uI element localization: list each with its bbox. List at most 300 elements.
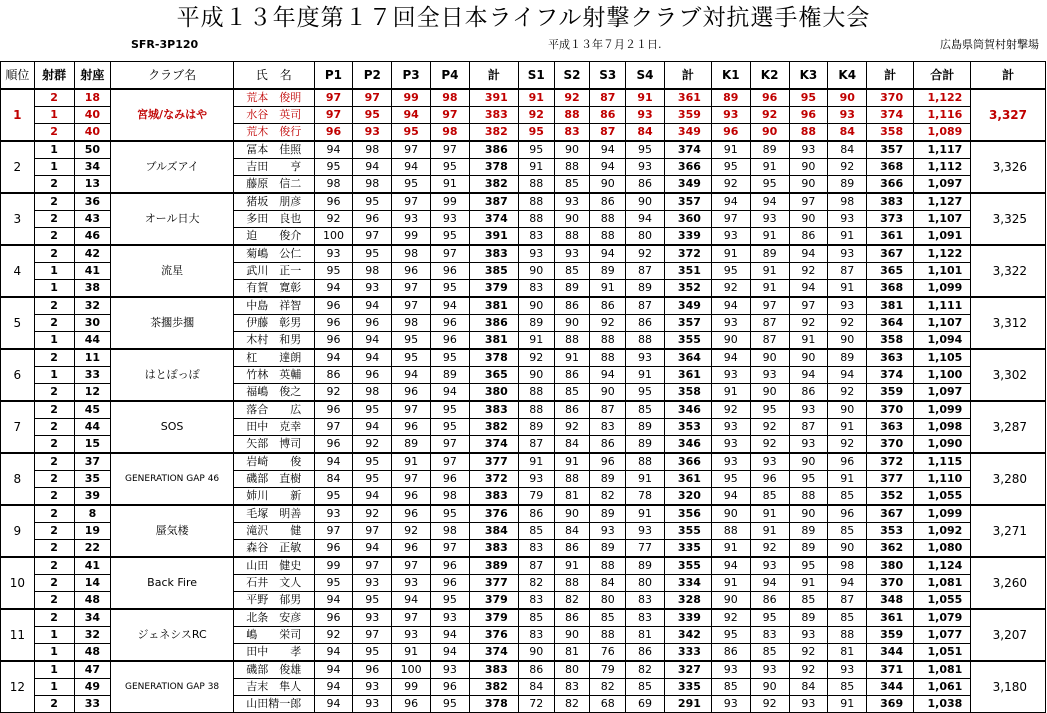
prone-score: 93 [353,124,392,142]
kneeling-score: 93 [711,661,750,679]
standing-score: 82 [554,592,590,610]
standing-score: 87 [626,297,665,315]
standing-total: 327 [664,661,711,679]
kneeling-score: 92 [711,176,750,194]
standing-score: 91 [626,505,665,523]
shooter-name: 迫 俊介 [233,228,314,246]
kneeling-score: 86 [711,644,750,662]
standing-score: 91 [626,367,665,384]
individual-total: 1,099 [914,401,971,419]
prone-score: 95 [353,644,392,662]
standing-score: 84 [626,124,665,142]
kneeling-score: 93 [828,661,867,679]
standing-score: 94 [590,159,626,176]
shooting-group: 2 [34,471,74,488]
shooter-name: 田中 克幸 [233,419,314,436]
prone-score: 96 [431,263,470,280]
kneeling-score: 89 [789,609,828,627]
standing-score: 89 [590,505,626,523]
firing-point: 33 [74,367,111,384]
kneeling-score: 92 [750,696,789,713]
kneeling-score: 97 [789,297,828,315]
standing-score: 83 [518,592,554,610]
shooting-group: 1 [34,661,74,679]
prone-score: 94 [392,107,431,124]
kneeling-score: 90 [750,679,789,696]
standing-score: 82 [590,679,626,696]
firing-point: 48 [74,644,111,662]
prone-score: 93 [353,280,392,298]
prone-score: 94 [392,367,431,384]
standing-score: 88 [554,575,590,592]
individual-total: 1,115 [914,453,971,471]
individual-total: 1,097 [914,176,971,194]
firing-point: 32 [74,627,111,644]
standing-score: 88 [518,176,554,194]
kneeling-score: 88 [789,124,828,142]
standing-score: 76 [590,644,626,662]
prone-score: 94 [353,297,392,315]
prone-score: 99 [392,679,431,696]
kneeling-score: 93 [789,436,828,454]
prone-score: 91 [392,644,431,662]
kneeling-score: 98 [828,557,867,575]
prone-score: 94 [431,384,470,402]
column-header: K1 [711,62,750,90]
individual-total: 1,079 [914,609,971,627]
prone-score: 97 [431,245,470,263]
standing-score: 95 [626,141,665,159]
standing-score: 81 [554,488,590,506]
column-header: 計 [971,62,1046,90]
standing-score: 93 [554,193,590,211]
kneeling-score: 83 [750,627,789,644]
column-header: 計 [867,62,914,90]
standing-score: 93 [626,523,665,540]
prone-score: 95 [353,245,392,263]
kneeling-score: 81 [828,644,867,662]
prone-score: 95 [431,280,470,298]
prone-score: 98 [431,488,470,506]
standing-score: 95 [518,141,554,159]
standing-score: 84 [518,679,554,696]
shooter-name: 猪坂 朋彦 [233,193,314,211]
prone-score: 97 [392,193,431,211]
kneeling-total: 344 [867,644,914,662]
kneeling-score: 88 [789,488,828,506]
prone-score: 94 [314,679,353,696]
kneeling-total: 363 [867,349,914,367]
individual-total: 1,081 [914,661,971,679]
prone-score: 97 [353,228,392,246]
prone-score: 96 [392,540,431,558]
prone-score: 95 [353,471,392,488]
prone-total: 382 [469,176,518,194]
shooting-group: 2 [34,557,74,575]
standing-score: 87 [626,263,665,280]
prone-total: 383 [469,488,518,506]
kneeling-score: 90 [828,89,867,107]
kneeling-score: 93 [828,297,867,315]
standing-score: 95 [626,384,665,402]
standing-score: 93 [554,245,590,263]
kneeling-score: 93 [789,401,828,419]
column-header: K2 [750,62,789,90]
team-rank: 3 [1,193,35,245]
standing-score: 83 [518,627,554,644]
standing-score: 92 [518,349,554,367]
standing-score: 88 [518,211,554,228]
standing-score: 79 [518,488,554,506]
kneeling-score: 90 [789,505,828,523]
shooter-name: 滝沢 健 [233,523,314,540]
shooter-name: 石井 文人 [233,575,314,592]
prone-score: 97 [314,107,353,124]
kneeling-score: 88 [711,523,750,540]
standing-score: 78 [626,488,665,506]
prone-score: 98 [353,384,392,402]
standing-total: 291 [664,696,711,713]
prone-total: 374 [469,436,518,454]
prone-score: 98 [431,523,470,540]
club-name: 宮城/なみはや [111,89,234,141]
kneeling-score: 97 [711,211,750,228]
standing-score: 92 [626,245,665,263]
kneeling-score: 93 [828,107,867,124]
kneeling-score: 97 [750,297,789,315]
firing-point: 22 [74,540,111,558]
prone-score: 99 [314,557,353,575]
standing-score: 69 [626,696,665,713]
shooting-group: 2 [34,419,74,436]
standing-score: 91 [554,349,590,367]
shooter-name: 吉末 隼人 [233,679,314,696]
shooting-group: 1 [34,644,74,662]
shooter-name: 多田 良也 [233,211,314,228]
prone-score: 96 [431,315,470,332]
kneeling-total: 370 [867,89,914,107]
standing-score: 86 [590,297,626,315]
club-name: GENERATION GAP 38 [111,661,234,713]
standing-score: 89 [626,419,665,436]
club-name: はとぽっぽ [111,349,234,401]
club-name: 蜃気楼 [111,505,234,557]
kneeling-score: 95 [750,401,789,419]
shooting-group: 2 [34,401,74,419]
shooting-group: 2 [34,505,74,523]
standing-score: 91 [626,89,665,107]
shooting-group: 1 [34,107,74,124]
prone-score: 94 [353,540,392,558]
team-rank: 1 [1,89,35,141]
prone-total: 378 [469,159,518,176]
firing-point: 8 [74,505,111,523]
standing-total: 352 [664,280,711,298]
kneeling-score: 93 [711,367,750,384]
kneeling-score: 91 [828,228,867,246]
shooting-group: 2 [34,384,74,402]
standing-score: 88 [518,384,554,402]
prone-score: 97 [314,89,353,107]
standing-score: 85 [554,263,590,280]
prone-score: 95 [431,505,470,523]
shooter-name: 有賀 寛彰 [233,280,314,298]
prone-score: 99 [392,228,431,246]
prone-score: 98 [353,176,392,194]
kneeling-score: 89 [828,176,867,194]
prone-total: 381 [469,297,518,315]
standing-score: 86 [554,609,590,627]
standing-score: 83 [626,592,665,610]
prone-total: 386 [469,141,518,159]
prone-score: 95 [314,159,353,176]
kneeling-score: 93 [789,627,828,644]
individual-total: 1,055 [914,488,971,506]
prone-total: 379 [469,280,518,298]
team-total: 3,280 [971,453,1046,505]
kneeling-total: 361 [867,228,914,246]
shooting-group: 2 [34,193,74,211]
standing-score: 91 [518,159,554,176]
table-row [1,557,1046,575]
column-header: 氏 名 [233,62,314,90]
standing-score: 85 [590,609,626,627]
column-header: K3 [789,62,828,90]
kneeling-score: 87 [750,315,789,332]
standing-total: 346 [664,401,711,419]
prone-score: 98 [392,245,431,263]
table-row [1,349,1046,367]
prone-score: 93 [353,679,392,696]
club-name: SOS [111,401,234,453]
kneeling-score: 85 [789,592,828,610]
prone-total: 385 [469,263,518,280]
standing-total: 356 [664,505,711,523]
kneeling-score: 97 [789,193,828,211]
kneeling-score: 85 [711,679,750,696]
kneeling-score: 95 [711,627,750,644]
team-rank: 4 [1,245,35,297]
standing-score: 92 [554,419,590,436]
shooter-name: 水谷 英司 [233,107,314,124]
prone-total: 391 [469,89,518,107]
results-body [1,89,1046,713]
kneeling-score: 94 [789,280,828,298]
prone-score: 95 [314,488,353,506]
standing-score: 82 [590,488,626,506]
shooting-group: 2 [34,228,74,246]
prone-score: 97 [353,89,392,107]
kneeling-score: 88 [828,627,867,644]
standing-score: 81 [554,644,590,662]
standing-score: 91 [518,89,554,107]
prone-score: 96 [392,505,431,523]
kneeling-score: 95 [711,263,750,280]
firing-point: 42 [74,245,111,263]
firing-point: 40 [74,107,111,124]
shooting-group: 1 [34,367,74,384]
standing-score: 88 [590,627,626,644]
individual-total: 1,080 [914,540,971,558]
shooter-name: 荒本 俊明 [233,89,314,107]
column-header: S3 [590,62,626,90]
standing-score: 80 [626,228,665,246]
shooter-name: 北条 安彦 [233,609,314,627]
prone-score: 95 [392,349,431,367]
shooting-group: 2 [34,349,74,367]
standing-score: 86 [554,297,590,315]
kneeling-total: 359 [867,627,914,644]
prone-score: 99 [431,193,470,211]
standing-score: 86 [590,193,626,211]
kneeling-total: 372 [867,453,914,471]
kneeling-total: 352 [867,488,914,506]
standing-score: 90 [554,627,590,644]
standing-total: 355 [664,523,711,540]
prone-score: 93 [353,575,392,592]
firing-point: 38 [74,280,111,298]
standing-score: 86 [518,505,554,523]
prone-score: 97 [431,436,470,454]
column-header: P2 [353,62,392,90]
prone-total: 378 [469,696,518,713]
standing-total: 342 [664,627,711,644]
shooting-group: 1 [34,280,74,298]
team-total: 3,207 [971,609,1046,661]
individual-total: 1,038 [914,696,971,713]
prone-score: 97 [392,280,431,298]
column-header: 順位 [1,62,35,90]
standing-score: 88 [590,349,626,367]
prone-total: 380 [469,384,518,402]
standing-score: 87 [518,557,554,575]
shooter-name: 山田 健史 [233,557,314,575]
standing-score: 89 [518,419,554,436]
kneeling-score: 92 [750,419,789,436]
standing-score: 93 [626,159,665,176]
individual-total: 1,099 [914,280,971,298]
shooter-name: 武川 正一 [233,263,314,280]
prone-score: 95 [353,453,392,471]
club-name: ジェネシスRC [111,609,234,661]
kneeling-total: 374 [867,107,914,124]
standing-score: 92 [518,107,554,124]
kneeling-score: 96 [828,505,867,523]
prone-total: 382 [469,679,518,696]
kneeling-score: 85 [828,523,867,540]
kneeling-score: 85 [828,679,867,696]
prone-score: 96 [353,661,392,679]
club-name: GENERATION GAP 46 [111,453,234,505]
kneeling-total: 373 [867,211,914,228]
table-row [1,89,1046,107]
standing-score: 94 [590,141,626,159]
table-row [1,401,1046,419]
kneeling-total: 377 [867,471,914,488]
kneeling-score: 94 [711,557,750,575]
prone-score: 97 [431,141,470,159]
kneeling-score: 91 [750,505,789,523]
prone-score: 94 [431,627,470,644]
standing-score: 88 [554,228,590,246]
standing-score: 83 [590,419,626,436]
shooting-group: 2 [34,211,74,228]
firing-point: 39 [74,488,111,506]
prone-score: 95 [431,228,470,246]
prone-score: 96 [431,332,470,350]
prone-score: 94 [314,661,353,679]
prone-score: 97 [431,453,470,471]
standing-score: 90 [554,141,590,159]
kneeling-total: 353 [867,523,914,540]
prone-score: 96 [431,679,470,696]
kneeling-score: 94 [711,488,750,506]
kneeling-score: 92 [828,315,867,332]
kneeling-score: 87 [750,332,789,350]
prone-score: 96 [314,436,353,454]
standing-score: 83 [518,540,554,558]
kneeling-score: 91 [828,696,867,713]
prone-total: 379 [469,609,518,627]
prone-score: 95 [431,419,470,436]
shooter-name: 毛塚 明善 [233,505,314,523]
standing-score: 86 [626,315,665,332]
club-name: オール日大 [111,193,234,245]
prone-score: 96 [392,384,431,402]
shooter-name: 田中 孝 [233,644,314,662]
standing-total: 372 [664,245,711,263]
standing-score: 84 [590,575,626,592]
standing-score: 94 [590,367,626,384]
firing-point: 19 [74,523,111,540]
individual-total: 1,081 [914,575,971,592]
kneeling-total: 374 [867,367,914,384]
standing-total: 357 [664,193,711,211]
prone-score: 96 [314,124,353,142]
prone-score: 91 [392,453,431,471]
kneeling-score: 91 [750,523,789,540]
kneeling-total: 363 [867,419,914,436]
kneeling-score: 87 [828,263,867,280]
standing-score: 90 [518,644,554,662]
standing-total: 361 [664,367,711,384]
column-header: S2 [554,62,590,90]
prone-score: 94 [314,280,353,298]
column-header: 射群 [34,62,74,90]
kneeling-total: 369 [867,696,914,713]
prone-score: 93 [431,661,470,679]
standing-score: 87 [590,89,626,107]
standing-total: 346 [664,436,711,454]
shooting-group: 2 [34,575,74,592]
standing-score: 77 [626,540,665,558]
kneeling-score: 85 [828,609,867,627]
standing-total: 333 [664,644,711,662]
standing-score: 89 [626,557,665,575]
prone-score: 96 [431,575,470,592]
prone-score: 91 [431,176,470,194]
prone-score: 94 [392,159,431,176]
prone-score: 97 [392,471,431,488]
kneeling-score: 92 [828,159,867,176]
prone-score: 96 [392,419,431,436]
prone-score: 97 [392,297,431,315]
kneeling-score: 90 [711,592,750,610]
individual-total: 1,110 [914,471,971,488]
prone-score: 96 [353,211,392,228]
standing-total: 328 [664,592,711,610]
prone-score: 93 [314,505,353,523]
